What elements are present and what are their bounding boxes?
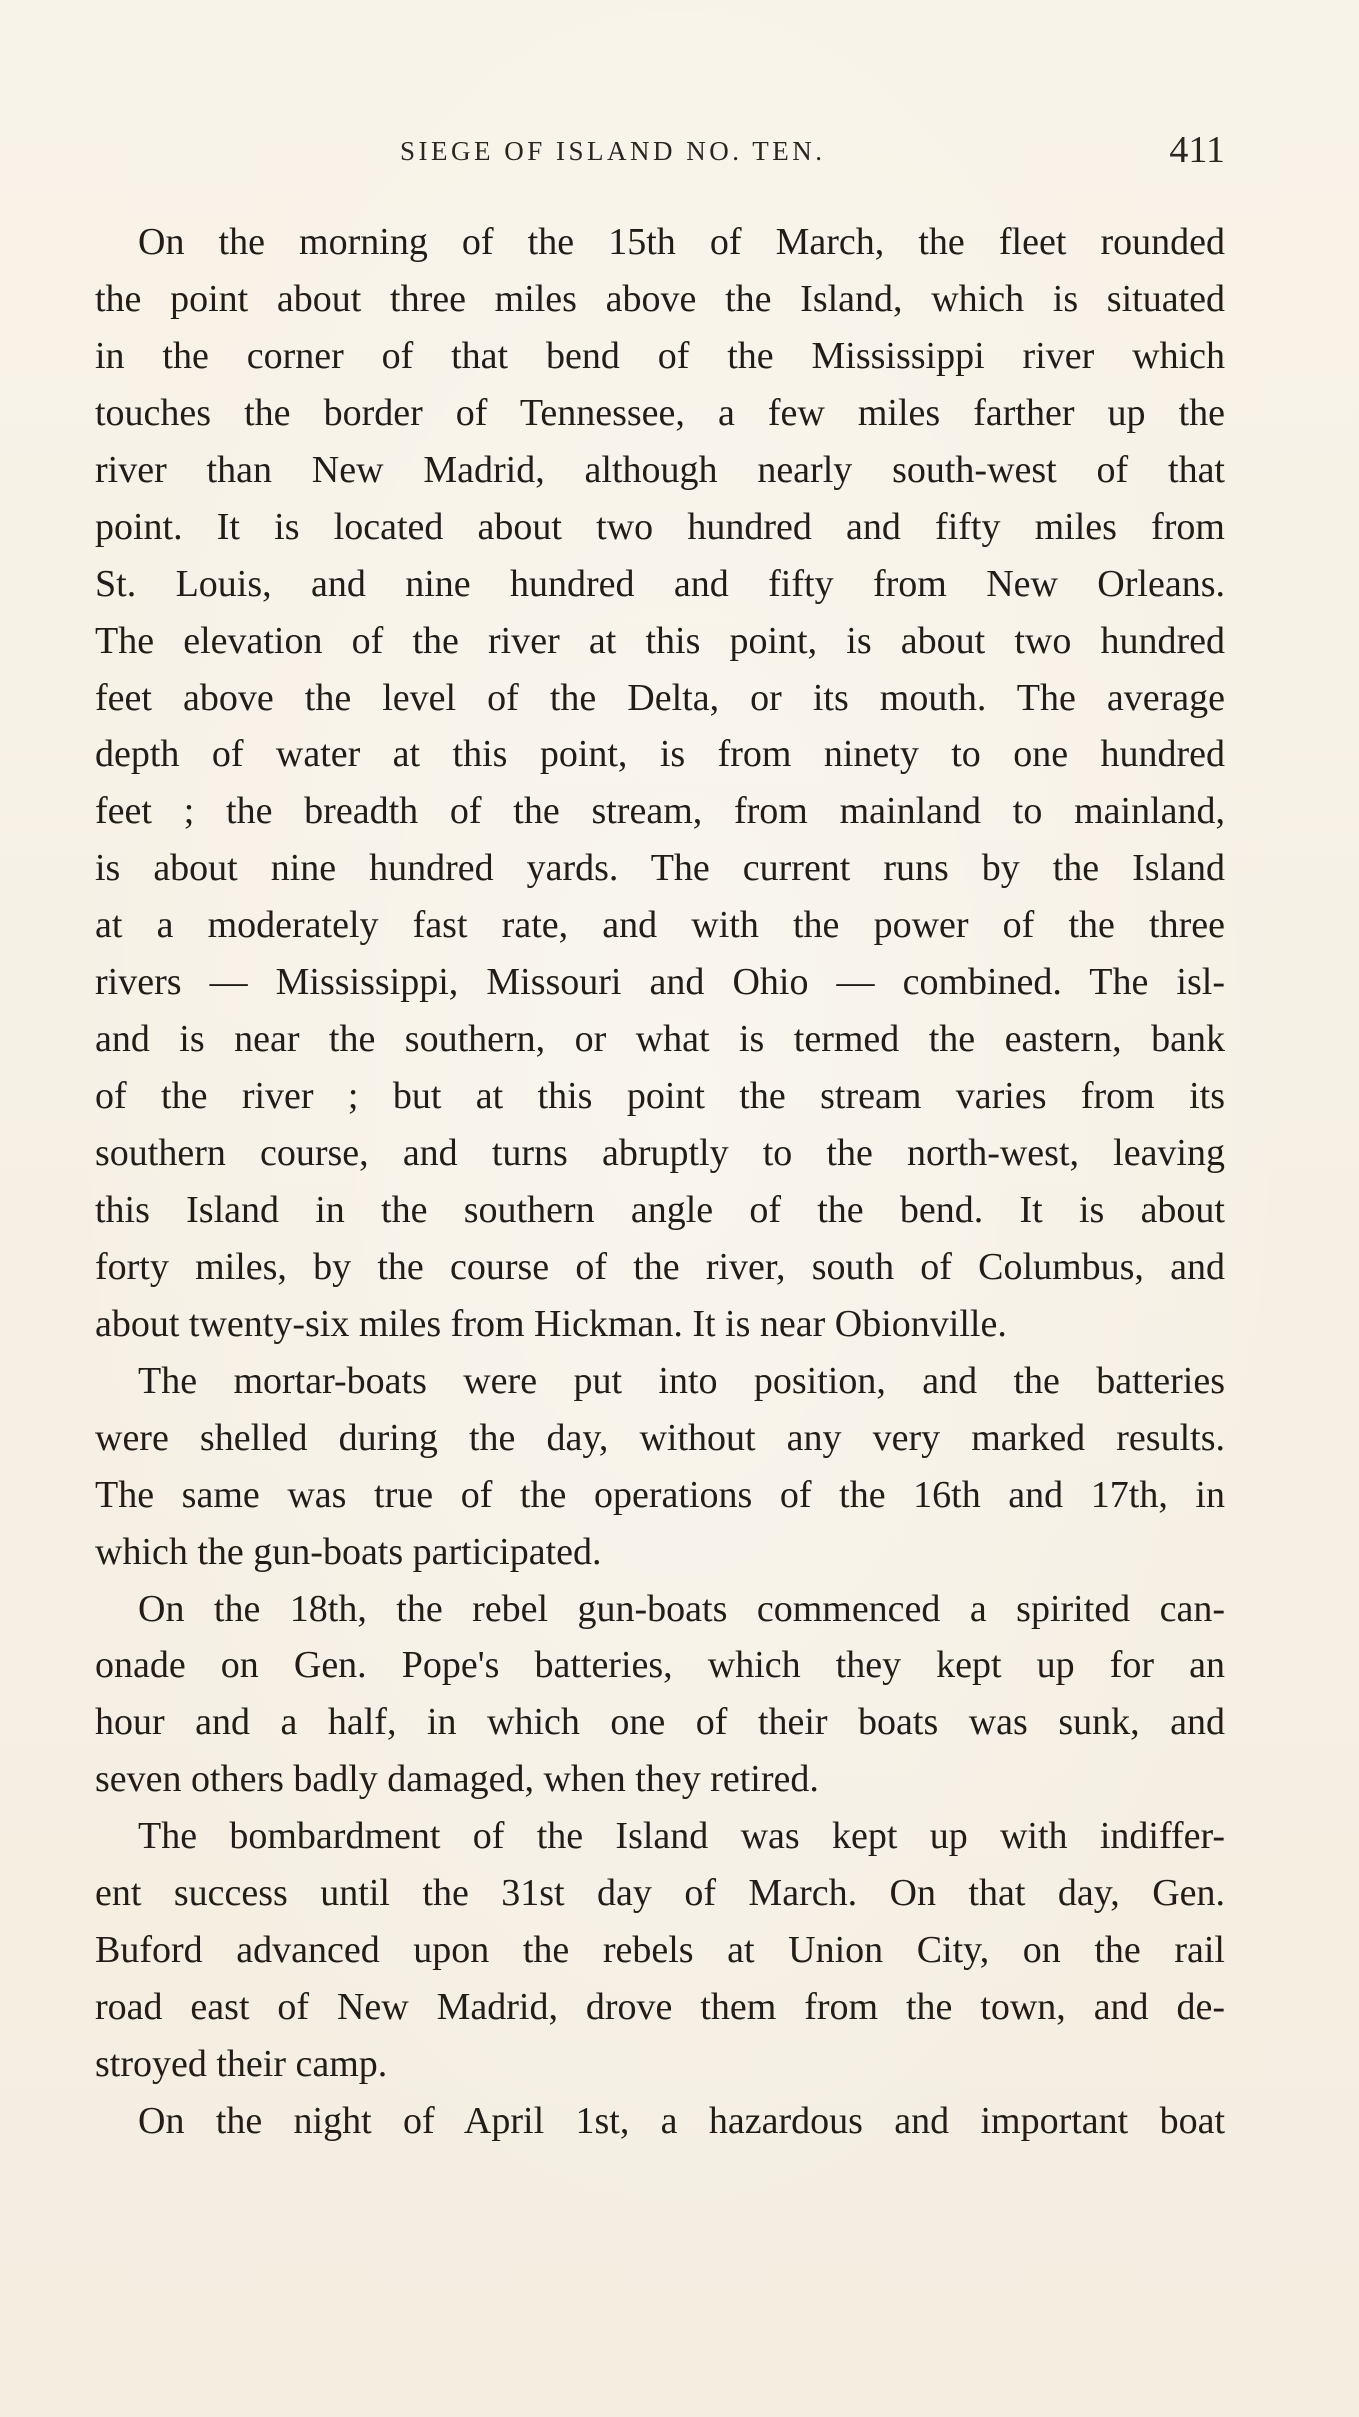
- text-line: The mortar-boats were put into position, and the batteries: [138, 1359, 1225, 1402]
- text-line: onade on Gen. Pope's batteries, which they kept up for an: [95, 1644, 1225, 1687]
- text-line: the point about three miles above the Island, which is situated: [95, 277, 1225, 320]
- text-line: is about nine hundred yards. The current runs by the Island: [95, 847, 1225, 890]
- text-line: ent success until the 31st day of March. On that day, Gen.: [95, 1872, 1225, 1915]
- text-line: of the river ; but at this point the stream varies from its: [95, 1075, 1225, 1118]
- text-line: On the 18th, the rebel gun-boats commenced a spirited can-: [138, 1587, 1225, 1630]
- text-line: were shelled during the day, without any very marked results.: [95, 1416, 1225, 1459]
- text-line: The bombardment of the Island was kept up with indiffer-: [138, 1815, 1225, 1858]
- text-line: rivers — Mississippi, Missouri and Ohio — combined. The isl-: [95, 961, 1225, 1004]
- text-line: stroyed their camp.: [95, 2043, 388, 2085]
- text-line: in the corner of that bend of the Mississippi river which: [95, 334, 1225, 377]
- text-line: On the morning of the 15th of March, the fleet rounded: [138, 221, 1225, 263]
- text-line: road east of New Madrid, drove them from the town, and de-: [95, 1986, 1225, 2029]
- text-line: this Island in the southern angle of the bend. It is about: [95, 1188, 1225, 1231]
- page-number: 411: [1169, 129, 1225, 171]
- running-title: SIEGE OF ISLAND NO. TEN.: [400, 136, 826, 166]
- text-line: southern course, and turns abruptly to the north-west, leaving: [95, 1132, 1225, 1174]
- text-line: touches the border of Tennessee, a few miles farther up the: [95, 391, 1225, 434]
- body-text: [95, 214, 1225, 2154]
- text-line: point. It is located about two hundred and fifty miles from: [95, 505, 1225, 548]
- text-line: which the gun-boats participated.: [95, 1530, 602, 1573]
- text-line: feet ; the breadth of the stream, from mainland to mainland,: [95, 790, 1225, 833]
- text-line: St. Louis, and nine hundred and fifty from New Orleans.: [95, 562, 1225, 605]
- text-line: and is near the southern, or what is termed the eastern, bank: [95, 1018, 1225, 1061]
- text-line: river than New Madrid, although nearly south-west of that: [95, 448, 1225, 491]
- text-line: forty miles, by the course of the river, south of Columbus, and: [95, 1245, 1225, 1288]
- text-line: On the night of April 1st, a hazardous and important boat: [138, 2099, 1225, 2142]
- text-line: hour and a half, in which one of their boats was sunk, and: [95, 1701, 1225, 1744]
- text-line: depth of water at this point, is from ninety to one hundred: [95, 733, 1225, 776]
- running-header: [95, 128, 1225, 188]
- text-line: feet above the level of the Delta, or its mouth. The average: [95, 676, 1225, 719]
- text-line: The same was true of the operations of the 16th and 17th, in: [95, 1473, 1225, 1516]
- text-line: Buford advanced upon the rebels at Union City, on the rail: [95, 1929, 1225, 1972]
- text-line: seven others badly damaged, when they retired.: [95, 1758, 819, 1801]
- text-line: about twenty-six miles from Hickman. It is near Obionville.: [95, 1302, 1007, 1345]
- text-line: The elevation of the river at this point, is about two hundred: [95, 619, 1225, 662]
- text-line: at a moderately fast rate, and with the power of the three: [95, 904, 1225, 947]
